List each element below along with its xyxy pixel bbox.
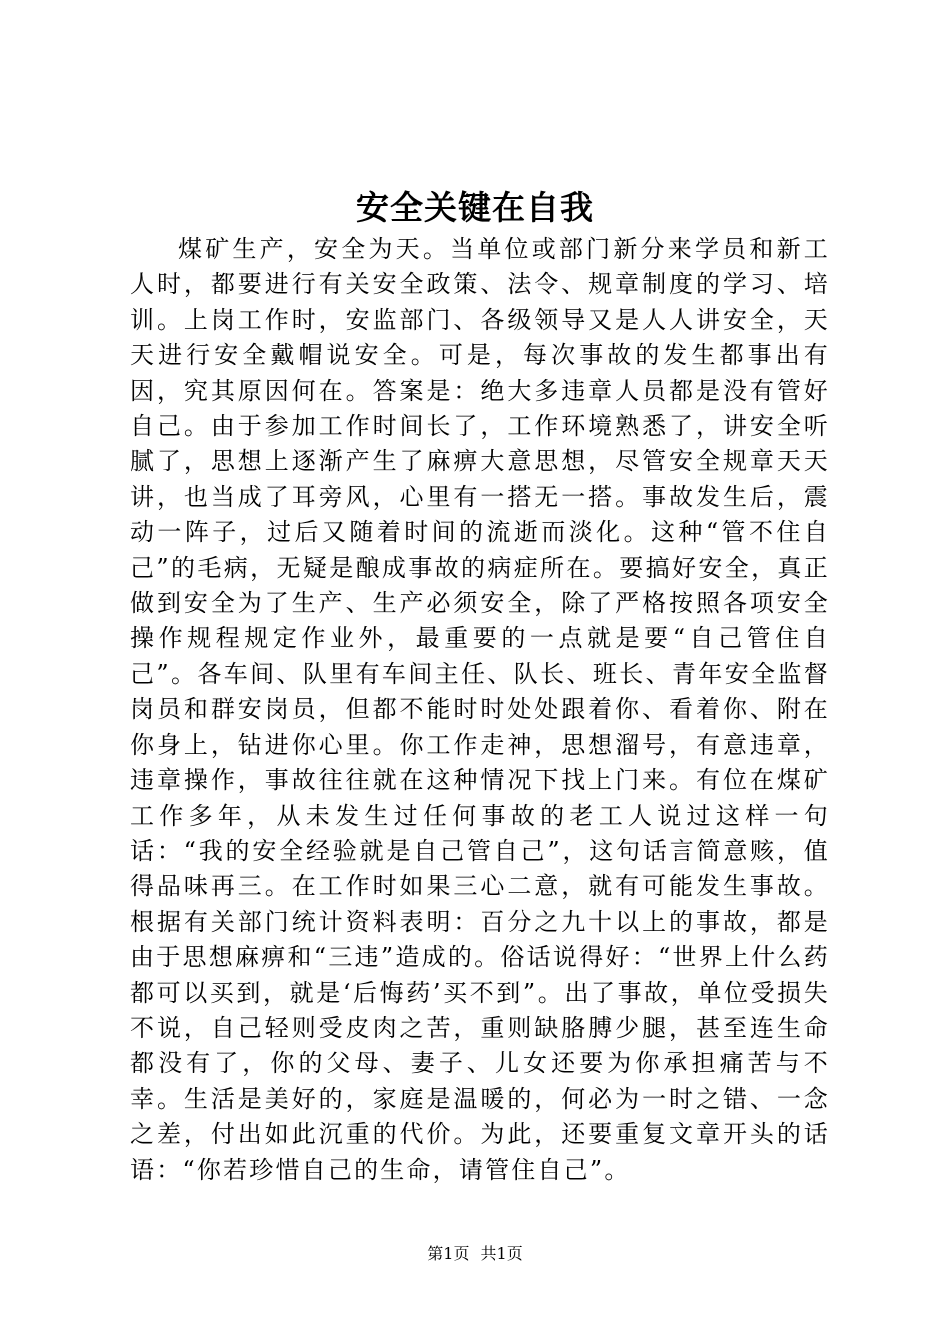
document-body: 煤矿生产，安全为天。当单位或部门新分来学员和新工人时，都要进行有关安全政策、法令、规章制度的学习、培训。上岗工作时，安监部门、各级领导又是人人讲安全，天天进行安全戴帽说安全。可是，每次事故的发生都事出有因，究其原因何在。答案是：绝大多违章人员都是没有管好自己。由于参加工作时间长了，工作环境熟悉了，讲安全听腻了，思想上逐渐产生了麻痹大意思想，尽管安全规章天天讲，也当成了耳旁风，心里有一搭无一搭。事故发生后，震动一阵子，过后又随着时间的流逝而淡化。这种“管不住自己”的毛病，无疑是酿成事故的病症所在。要搞好安全，真正做到安全为了生产、生产必须安全，除了严格按照各项安全操作规程规定作业外，最重要的一点就是要“自己管住自己”。各车间、队里有车间主任、队长、班长、青年安全监督岗员和群安岗员，但都不能时时处处跟着你、看着你、附在你身上，钻进你心里。你工作走神，思想溜号，有意违章，违章操作，事故往往就在这种情况下找上门来。有位在煤矿工作多年，从未发生过任何事故的老工人说过这样一句话：“我的安全经验就是自己管自己”，这句话言简意赅，值得品味再三。在工作时如果三心二意，就有可能发生事故。根据有关部门统计资料表明：百分之九十以上的事故，都是由于思想麻痹和“三违”造成的。俗话说得好：“世界上什么药都可以买到，就是‘后悔药’买不到”。出了事故，单位受损失不说，自己轻则受皮肉之苦，重则缺胳膊少腿，甚至连生命都没有了，你的父母、妻子、儿女还要为你承担痛苦与不幸。生活是美好的，家庭是温暖的，何必为一时之错、一念之差，付出如此沉重的代价。为此，还要重复文章开头的话语：“你若珍惜自己的生命，请管住自己”。 <box>130 235 830 1184</box>
document-title: 安全关键在自我 <box>356 188 594 227</box>
page-total: 共1页 <box>480 1244 523 1263</box>
page-footer <box>0 1243 950 1265</box>
page-number: 第1页 <box>427 1244 470 1263</box>
